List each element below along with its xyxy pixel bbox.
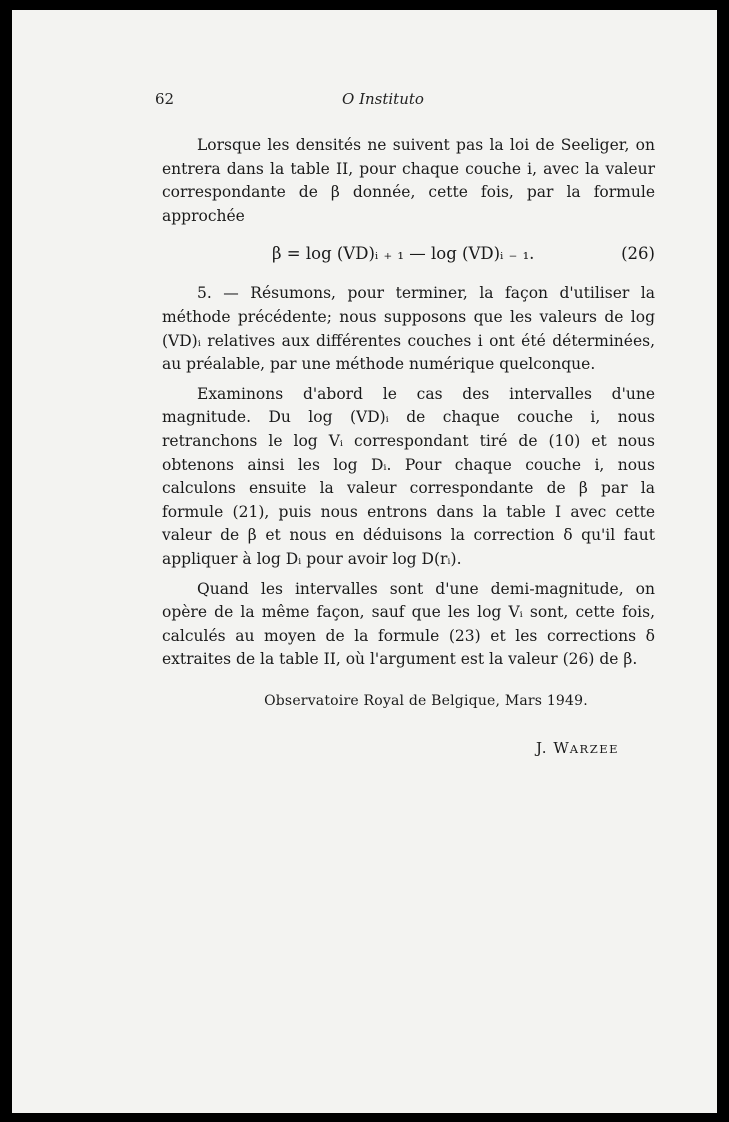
author-surname: ARZEE [569,742,619,757]
page-number: 62 [155,90,175,108]
equation-text: β = log (VD)ᵢ ₊ ₁ — log (VD)ᵢ ₋ ₁. [272,244,535,264]
article-body [162,134,655,762]
paragraph-examinons: Examinons d'abord le cas des intervalles d'une magnitude. Du log (VD)ᵢ de chaque couche i, nous retranchons le log Vᵢ correspondant tiré de (10) et nous obtenons ainsi les log Dᵢ. Pour chaque couche i, nous calculons ensuite la valeur correspondante de β par la formule (21), puis nous entrons dans la table I avec cette valeur de β et nous en déduisons la correction δ qu'il faut appliquer à log Dᵢ pour avoir log D(rᵢ). [162,384,655,568]
author-initial: J. W [535,739,570,758]
running-header [12,90,717,112]
paragraph-seeliger: Lorsque les densités ne suivent pas la loi de Seeliger, on entrera dans la table II, pour chaque couche i, avec la valeur correspondante de β donnée, cette fois, par la formule approchée [162,136,655,225]
equation-26 [162,236,655,276]
page-sheet [12,10,717,1113]
place-date: Observatoire Royal de Belgique, Mars 1949. [264,692,588,709]
equation-number: (26) [621,244,655,264]
paragraph-resumons: 5. — Résumons, pour terminer, la façon d'utiliser la méthode précédente; nous supposons que les valeurs de log (VD)ᵢ relatives aux différentes couches i ont été déterminées, au préalable, par une méthode numérique quelconque. [162,284,655,374]
author-signature [162,737,655,762]
paragraph-demi-magnitude: Quand les intervalles sont d'une demi-magnitude, on opère de la même façon, sauf que les log Vᵢ sont, cette fois, calculés au moyen de la formule (23) et les corrections δ extraites de la table II, où l'argument est la valeur (26) de β. [162,579,655,669]
journal-title: O Instituto [342,90,424,108]
